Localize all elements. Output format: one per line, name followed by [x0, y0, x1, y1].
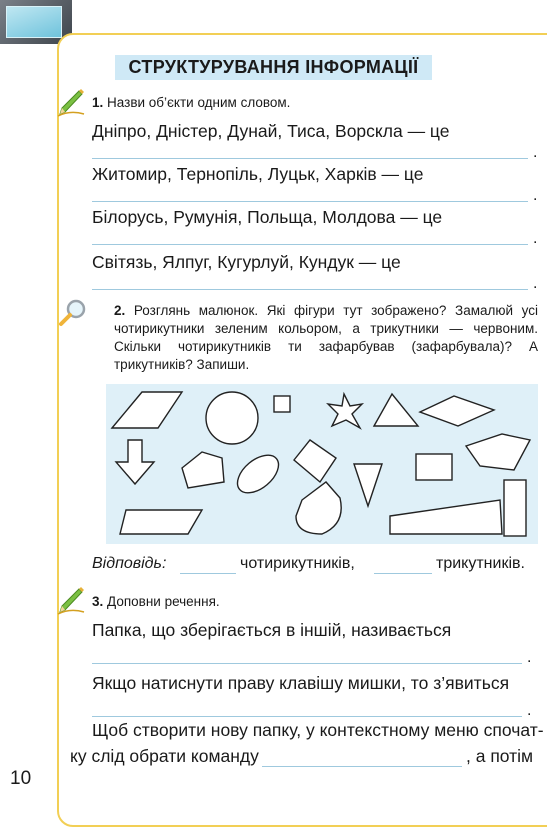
- task3-header: 3. Доповни речення.: [92, 594, 220, 609]
- shapes-figure: [106, 384, 538, 544]
- circle-shape: [206, 392, 258, 444]
- drop-shape: [296, 482, 341, 534]
- corner-screen: [6, 6, 62, 38]
- parallelogram-shape: [112, 392, 182, 428]
- period: .: [533, 187, 538, 204]
- triangle-shape: [354, 464, 382, 506]
- task3-sentence-1: Папка, що зберігається в іншій, називається: [92, 620, 452, 640]
- answer-line[interactable]: [92, 158, 528, 159]
- pencil-icon: [56, 88, 86, 118]
- quad-label: чотирикутників,: [240, 555, 355, 572]
- page-number: 10: [10, 768, 32, 789]
- ellipse-shape: [231, 448, 286, 500]
- magnifier-icon: [58, 297, 88, 327]
- period: .: [533, 230, 538, 247]
- pentagon-shape: [182, 452, 224, 488]
- task1-line-3: Білорусь, Румунія, Польща, Молдова — це: [92, 207, 443, 227]
- triangle-shape: [374, 394, 418, 426]
- pentagon-shape: [466, 434, 530, 470]
- task1-line-4: Світязь, Ялпуг, Кугурлуй, Кундук — це: [92, 252, 401, 272]
- rectangle-shape: [416, 454, 452, 480]
- period: .: [533, 275, 538, 292]
- task2-text: 2. Розглянь малюнок. Які фігури тут зображено? Замалюй усі чотирикутники зеленим кольором, а трикутники — червоним. Скільки чотирикутників ти зафарбував (зафарбувала)? А трикутників? Запиши.: [114, 303, 538, 372]
- answer-label: Відповідь:: [92, 555, 167, 572]
- pencil-icon: [56, 586, 86, 616]
- period: .: [533, 144, 538, 161]
- page-title: СТРУКТУРУВАННЯ ІНФОРМАЦІЇ: [115, 55, 433, 80]
- answer-line[interactable]: [92, 244, 528, 245]
- task3-sentence-3a: Щоб створити нову папку, у контекстному меню спочат-: [92, 720, 544, 740]
- task3-sentence-3c: , а потім: [466, 746, 534, 766]
- small-square-shape: [274, 396, 290, 412]
- answer-line[interactable]: [92, 663, 522, 664]
- period: .: [527, 649, 532, 666]
- tri-label: трикутників.: [436, 555, 525, 572]
- task3-sentence-2: Якщо натиснути праву клавішу мишки, то з’явиться: [92, 673, 510, 693]
- task1-line-2: Житомир, Тернопіль, Луцьк, Харків — це: [92, 164, 424, 184]
- shapes-drawing: [106, 384, 538, 544]
- star-shape: [328, 394, 362, 428]
- arrow-shape: [116, 440, 154, 484]
- period: .: [527, 702, 532, 719]
- answer-line[interactable]: [92, 716, 522, 717]
- task1-header: 1. Назви об’єкти одним словом.: [92, 95, 291, 110]
- task1-line-1: Дніпро, Дністер, Дунай, Тиса, Ворскла — це: [92, 121, 450, 141]
- diamond-shape: [294, 440, 336, 482]
- trapezoid-shape: [120, 510, 202, 534]
- trapezoid-shape: [390, 500, 502, 534]
- tri-count-blank[interactable]: [374, 573, 432, 574]
- tall-rectangle-shape: [504, 480, 526, 536]
- task3-sentence-3b: ку слід обрати команду: [70, 746, 259, 766]
- answer-line[interactable]: [92, 201, 528, 202]
- command-blank[interactable]: [262, 766, 462, 767]
- quad-count-blank[interactable]: [180, 573, 236, 574]
- rhombus-shape: [420, 396, 494, 426]
- answer-line[interactable]: [92, 289, 528, 290]
